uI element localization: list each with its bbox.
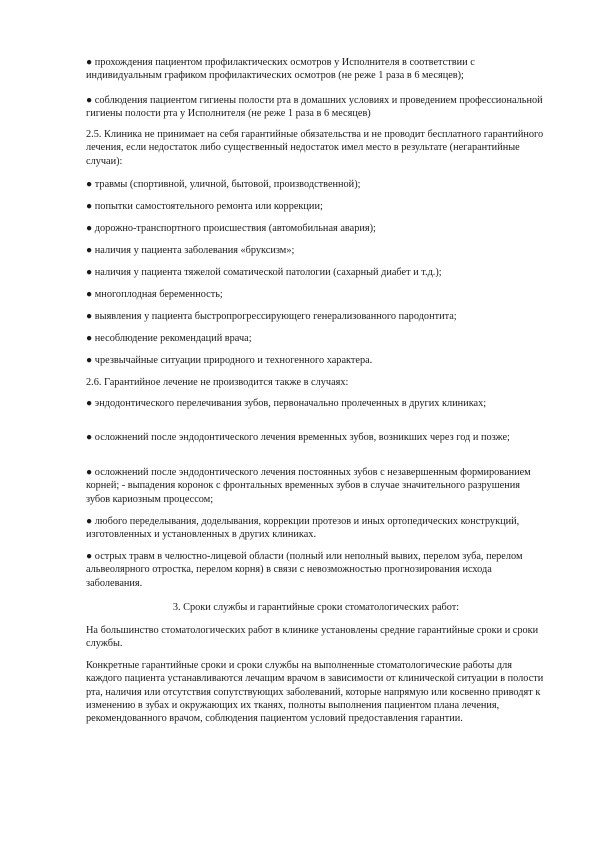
list-item: ● прохождения пациентом профилактических осмотров у Исполнителя в соответствии с индивидуальным графиком профилактических осмотров (не реже 1 раза в 6 месяцев); — [86, 57, 475, 82]
list-item: ● чрезвычайные ситуации природного и техногенного характера. — [86, 355, 373, 366]
list-item: ● эндодонтического перелечивания зубов, первоначально пролеченных в других клиниках; — [86, 398, 487, 409]
list-item: ● наличия у пациента тяжелой соматической патологии (сахарный диабет и т.д.); — [86, 267, 442, 278]
section-paragraph-2-5: 2.5. Клиника не принимает на себя гарантийные обязательства и не проводит бесплатного гарантийного лечения, если недостаток либо существенный недостаток имел место в результате (негарантийные случаи): — [86, 129, 544, 167]
list-item: ● острых травм в челюстно-лицевой области (полный или неполный вывих, перелом зуба, перелом альвеолярного отростка, перелом корня) в связи с невозможностью прогнозирования исхода заболевания. — [86, 551, 523, 589]
list-item: ● попытки самостоятельного ремонта или коррекции; — [86, 201, 323, 212]
body-paragraph: Конкретные гарантийные сроки и сроки службы на выполненные стоматологические работы для каждого пациента устанавливаются лечащим врачом в зависимости от клинической ситуации в полости рта, наличия или отсутствия сопутствующих заболеваний, которые напрямую или косвенно приводят к изменению в зубах и окружающих их тканях, полноты выполнения пациентом плана лечения, рекомендованного врачом, соблюдения пациентом условий предоставления гарантии. — [86, 660, 544, 725]
list-item: ● осложнений после эндодонтического лечения временных зубов, возникших через год и позже; — [86, 432, 510, 443]
list-item: ● многоплодная беременность; — [86, 289, 223, 300]
list-item: ● травмы (спортивной, уличной, бытовой, производственной); — [86, 179, 361, 190]
list-item: ● осложнений после эндодонтического лечения постоянных зубов с незавершенным формированием корней; - выпадения коронок с фронтальных временных зубов в случае значительного разрушения зубов кариозным процессом; — [86, 467, 531, 505]
body-paragraph: На большинство стоматологических работ в клинике установлены средние гарантийные сроки и сроки службы. — [86, 625, 539, 650]
section-heading-3: 3. Сроки службы и гарантийные сроки стоматологических работ: — [172, 602, 460, 613]
list-item: ● любого переделывания, доделывания, коррекции протезов и иных ортопедических конструкций, изготовленных и установленных в других клиниках. — [86, 516, 520, 541]
list-item: ● соблюдения пациентом гигиены полости рта в домашних условиях и проведением профессиональной гигиены полости рта у Исполнителя (не реже 1 раза в 6 месяцев) — [86, 95, 543, 120]
list-item: ● дорожно-транспортного происшествия (автомобильная авария); — [86, 223, 376, 234]
list-item: ● несоблюдение рекомендаций врача; — [86, 333, 252, 344]
list-item: ● выявления у пациента быстропрогрессирующего генерализованного пародонтита; — [86, 311, 457, 322]
list-item: ● наличия у пациента заболевания «бруксизм»; — [86, 245, 295, 256]
section-paragraph-2-6: 2.6. Гарантийное лечение не производится также в случаях: — [86, 377, 349, 388]
